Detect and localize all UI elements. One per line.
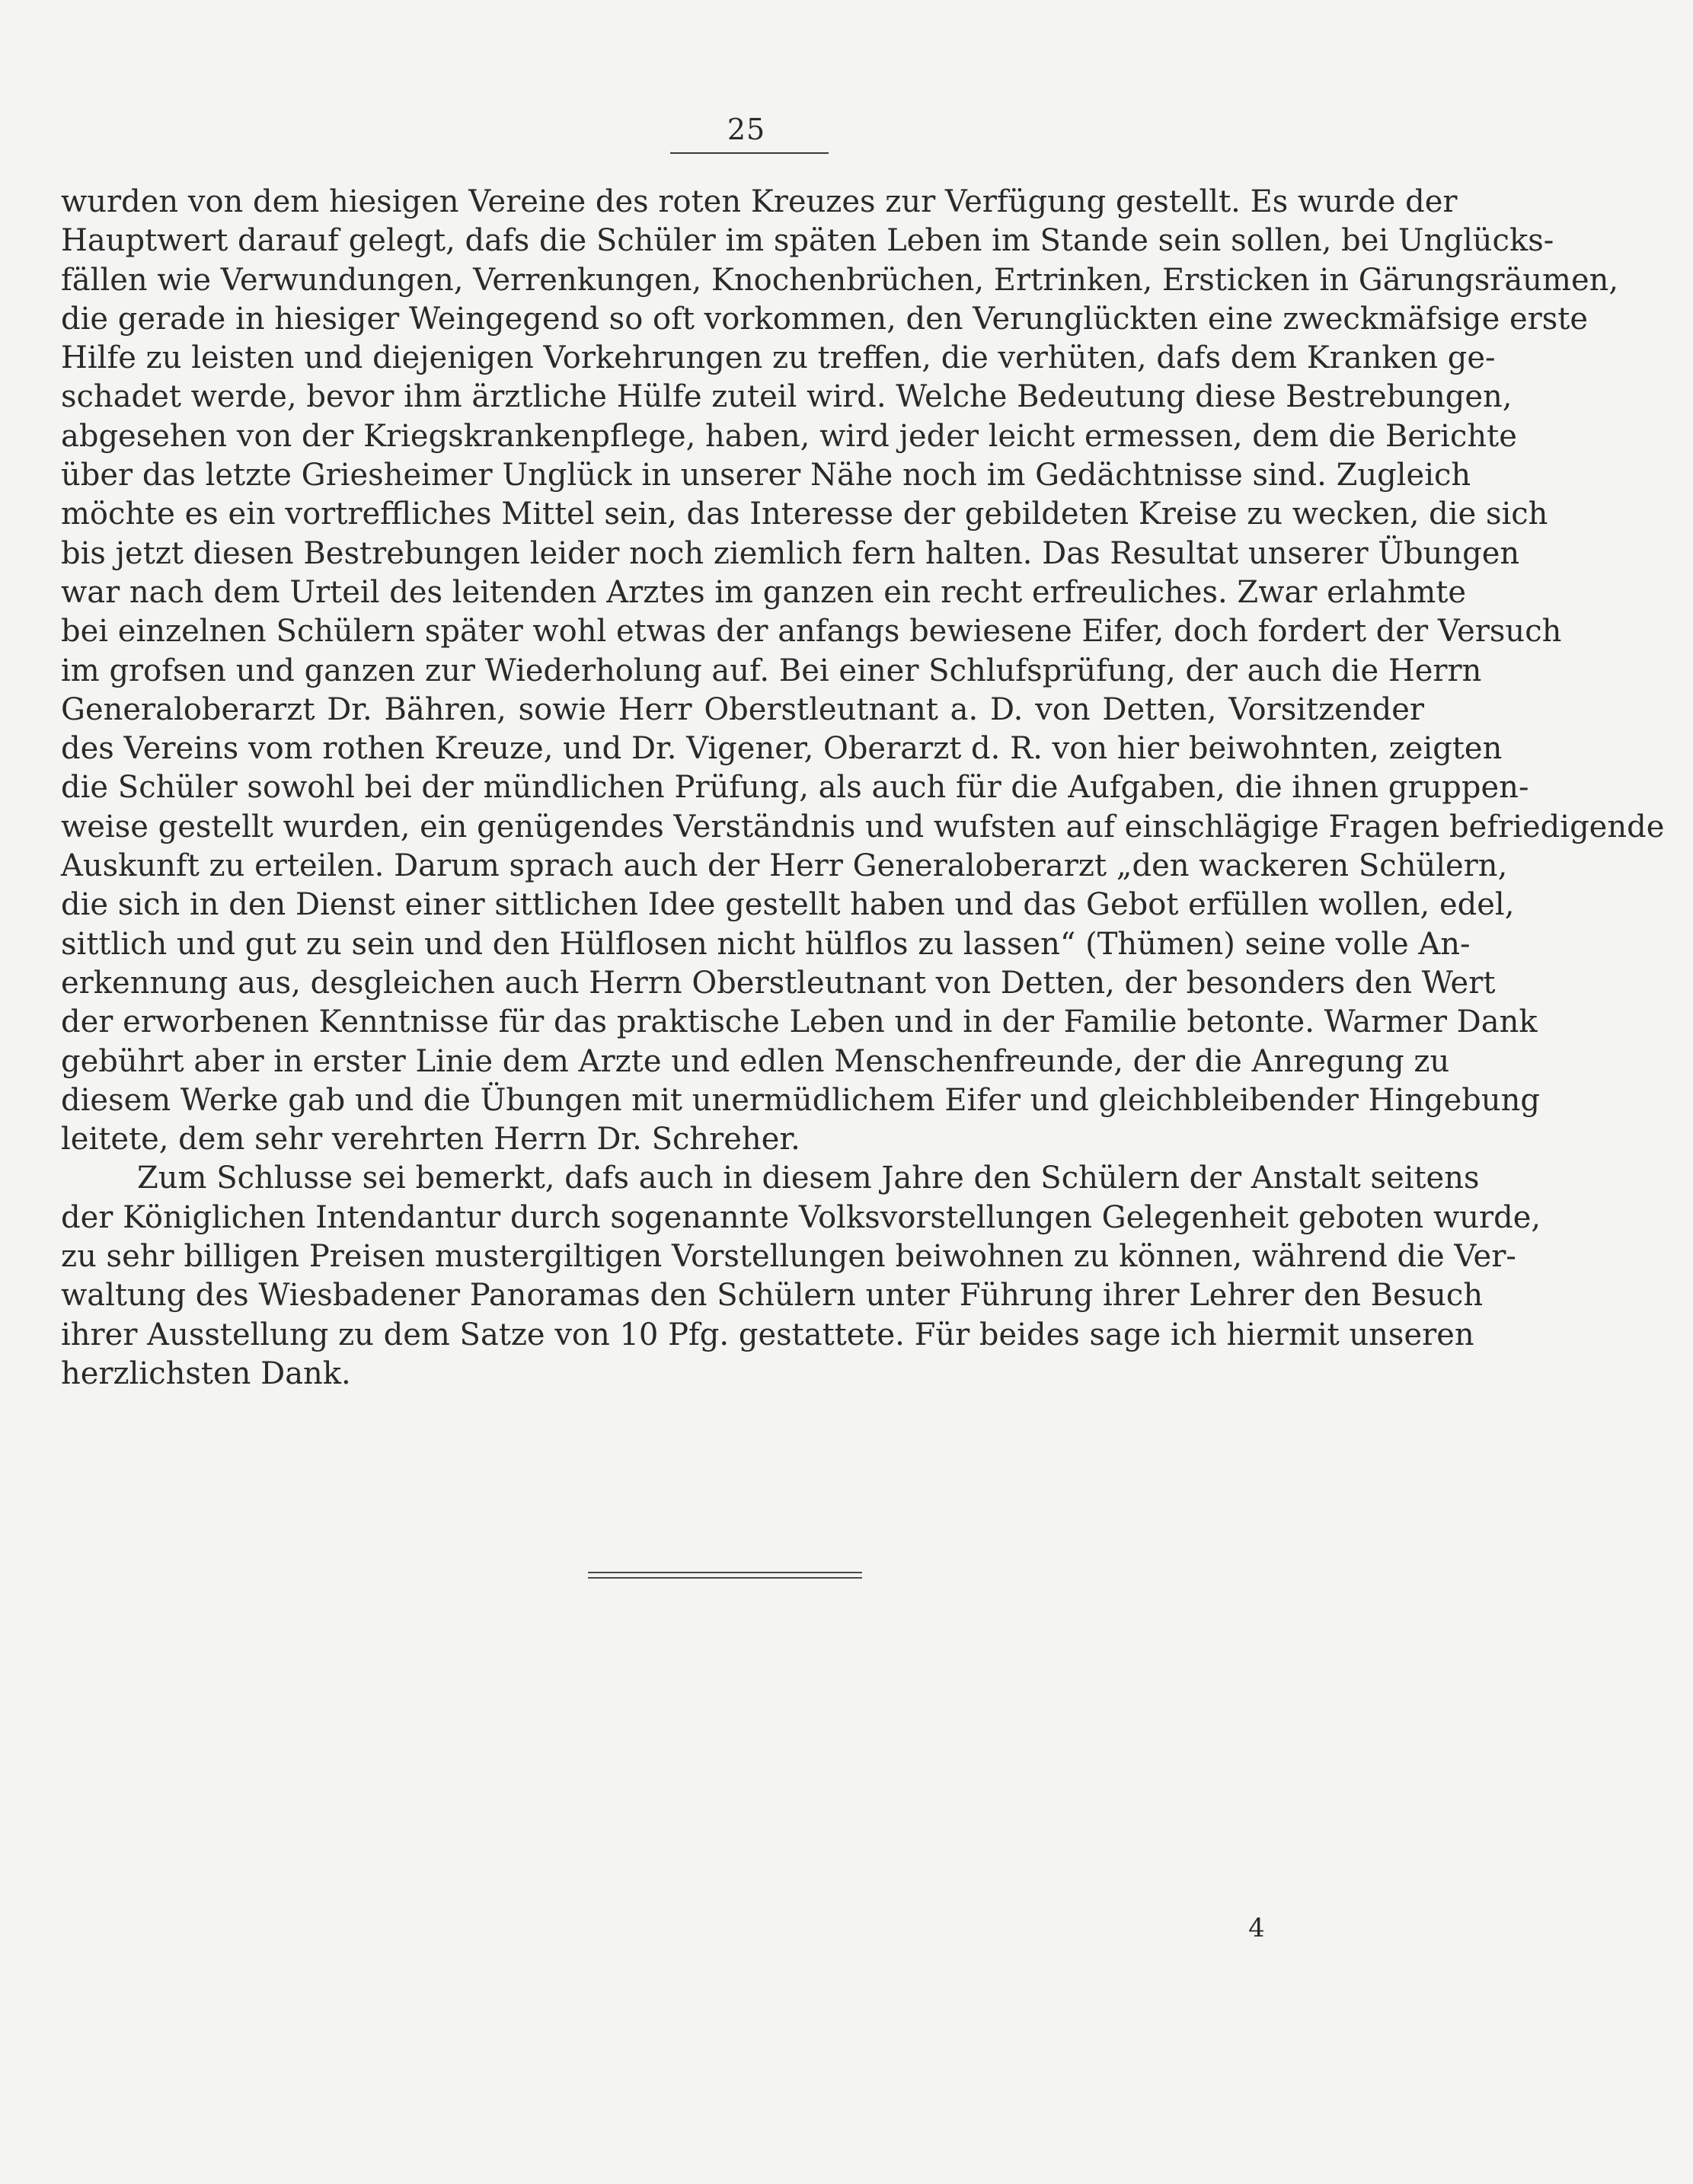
body-text — [61, 183, 1665, 1394]
text-line: waltung des Wiesbadener Panoramas den Schülern unter Führung ihrer Lehrer den Besuch — [61, 1278, 1484, 1314]
text-line: bei einzelnen Schülern später wohl etwas der anfangs bewiesene Eifer, doch fordert der Versuch — [61, 614, 1562, 650]
text-line: wurden von dem hiesigen Vereine des roten Kreuzes zur Verfügung gestellt. Es wurde der — [61, 184, 1458, 219]
text-line: Auskunft zu erteilen. Darum sprach auch der Herr Generaloberarzt „den wackeren Schülern, — [61, 848, 1508, 884]
text-line: Hauptwert darauf gelegt, dafs die Schüler im späten Leben im Stande sein sollen, bei Unglücks- — [61, 223, 1554, 259]
text-line: der Königlichen Intendantur durch sogenannte Volksvorstellungen Gelegenheit geboten wurde, — [61, 1199, 1541, 1235]
text-line: Zum Schlusse sei bemerkt, dafs auch in diesem Jahre den Schülern der Anstalt seitens — [137, 1161, 1480, 1196]
text-line: abgesehen von der Kriegskrankenpflege, haben, wird jeder leicht ermessen, dem die Berichte — [61, 418, 1517, 454]
text-line: weise gestellt wurden, ein genügendes Verständnis und wufsten auf einschlägige Fragen befriedigende — [61, 809, 1665, 845]
text-line: möchte es ein vortreffliches Mittel sein, das Interesse der gebildeten Kreise zu wecken, die sich — [61, 497, 1548, 532]
text-line: im grofsen und ganzen zur Wiederholung auf. Bei einer Schlufsprüfung, der auch die Herrn — [61, 653, 1482, 688]
text-line: Generaloberarzt Dr. Bähren, sowie Herr Oberstleutnant a. D. von Detten, Vorsitzender — [61, 691, 1424, 727]
header-rule — [670, 152, 829, 154]
text-line: über das letzte Griesheimer Unglück in unserer Nähe noch im Gedächtnisse sind. Zugleich — [61, 458, 1471, 493]
text-line: bis jetzt diesen Bestrebungen leider noch ziemlich fern halten. Das Resultat unserer Übungen — [61, 535, 1520, 571]
page-number: 25 — [727, 113, 766, 146]
text-line: der erworbenen Kenntnisse für das praktische Leben und in der Familie betonte. Warmer Dank — [61, 1004, 1538, 1040]
signature-mark: 4 — [1248, 1913, 1265, 1943]
text-line: die gerade in hiesiger Weingegend so oft vorkommen, den Verunglückten eine zweckmäfsige erste — [61, 301, 1589, 337]
text-line: zu sehr billigen Preisen mustergiltigen Vorstellungen beiwohnen zu können, während die Ver- — [61, 1239, 1516, 1275]
text-line: gebührt aber in erster Linie dem Arzte und edlen Menschenfreunde, der die Anregung zu — [61, 1043, 1450, 1079]
paragraph-red-cross — [61, 183, 1665, 1159]
text-line: leitete, dem sehr verehrten Herrn Dr. Schreher. — [61, 1122, 800, 1157]
text-line: diesem Werke gab und die Übungen mit unermüdlichem Eifer und gleichbleibender Hingebung — [61, 1082, 1541, 1118]
text-line: fällen wie Verwundungen, Verrenkungen, Knochenbrüchen, Ertrinken, Ersticken in Gärungsräumen, — [61, 262, 1619, 298]
text-line: des Vereins vom rothen Kreuze, und Dr. Vigener, Oberarzt d. R. von hier beiwohnten, zeigten — [61, 731, 1503, 767]
text-line: Hilfe zu leisten und diejenigen Vorkehrungen zu treffen, die verhüten, dafs dem Kranken ge- — [61, 340, 1496, 376]
text-line: sittlich und gut zu sein und den Hülflosen nicht hülflos zu lassen“ (Thümen) seine volle An- — [61, 926, 1471, 962]
text-line: die Schüler sowohl bei der mündlichen Prüfung, als auch für die Aufgaben, die ihnen gruppen- — [61, 770, 1529, 806]
text-line: die sich in den Dienst einer sittlichen Idee gestellt haben und das Gebot erfüllen wollen, edel, — [61, 887, 1515, 923]
text-line: erkennung aus, desgleichen auch Herrn Oberstleutnant von Detten, der besonders den Wert — [61, 965, 1496, 1001]
text-line: ihrer Ausstellung zu dem Satze von 10 Pfg. gestattete. Für beides sage ich hiermit unseren — [61, 1317, 1474, 1352]
paragraph-closing — [61, 1159, 1541, 1394]
text-line: schadet werde, bevor ihm ärztliche Hülfe zuteil wird. Welche Bedeutung diese Bestrebungen, — [61, 379, 1513, 415]
text-line: war nach dem Urteil des leitenden Arztes im ganzen ein recht erfreuliches. Zwar erlahmte — [61, 574, 1466, 610]
text-line: herzlichsten Dank. — [61, 1355, 351, 1391]
section-end-rule — [588, 1572, 862, 1579]
